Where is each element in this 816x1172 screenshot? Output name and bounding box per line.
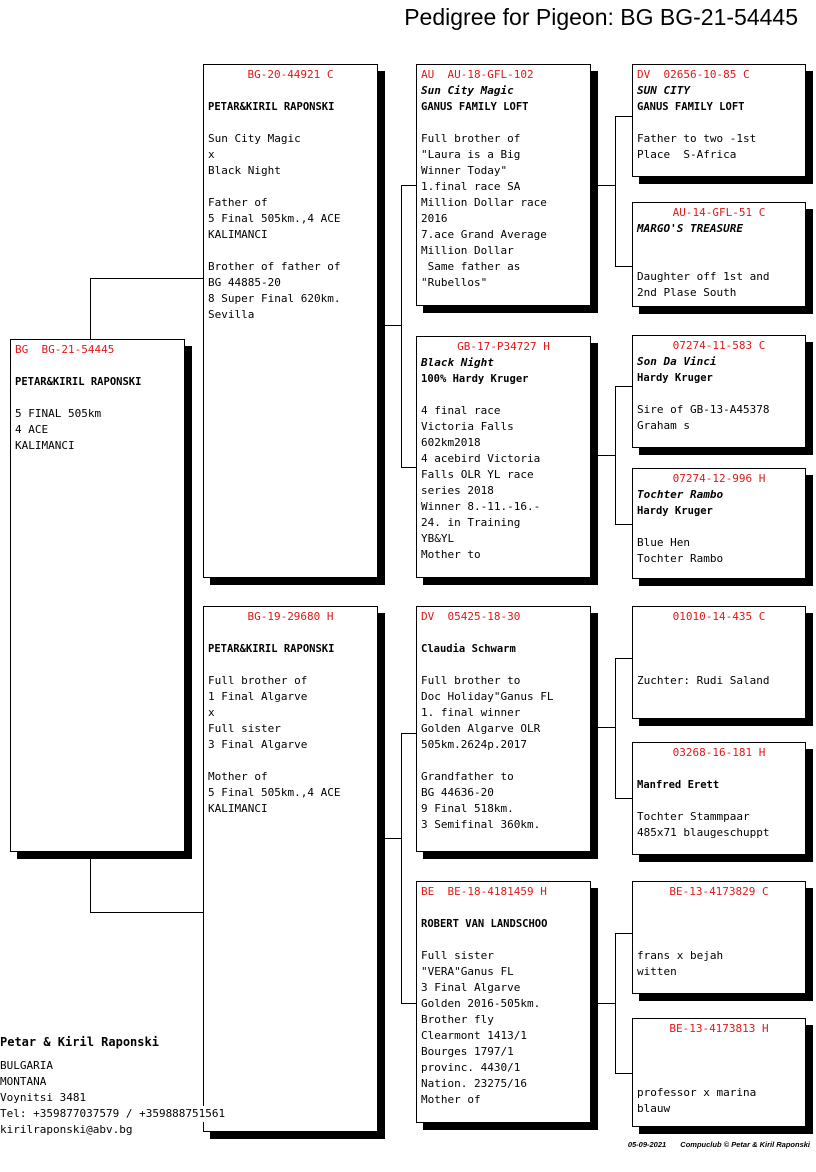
connector-line <box>401 733 402 1003</box>
pigeon-notes: Blue Hen Tochter Rambo <box>637 536 724 565</box>
breeder-name: PETAR&KIRIL RAPONSKI <box>15 376 142 388</box>
breeder-name <box>637 237 801 253</box>
connector-line <box>615 658 616 798</box>
pigeon-card-sire-dam[interactable] <box>416 336 591 578</box>
pigeon-card-sire-dam-dam[interactable] <box>632 468 806 579</box>
pigeon-notes: Tochter Stammpaar 485x71 blaugeschuppt <box>637 810 770 839</box>
pigeon-notes: Full brother of 1 Final Algarve x Full sister 3 Final Algarve Mother of 5 Final 505km.,4 ACE KALIMANCI <box>208 674 341 815</box>
ring-number: AU AU-18-GFL-102 <box>421 68 534 81</box>
connector-line <box>615 386 616 524</box>
pigeon-card-dam[interactable] <box>203 606 378 1132</box>
breeder-name: PETAR&KIRIL RAPONSKI <box>208 101 335 113</box>
connector-line <box>597 727 615 728</box>
breeder-name: Hardy Kruger <box>637 372 713 384</box>
pigeon-card-dam-dam-sire[interactable] <box>632 881 806 994</box>
ring-number: BG-19-29680 H <box>247 610 334 623</box>
pigeon-card-sire[interactable] <box>203 64 378 578</box>
pigeon-notes: Full brother to Doc Holiday"Ganus FL 1. final winner Golden Algarve OLR 505km.2624p.2017 Grandfather to BG 44636-20 9 Final 518km. 3 Semifinal 360km. <box>421 674 554 831</box>
owner-address: Voynitsi 3481 <box>0 1091 87 1104</box>
connector-line <box>615 116 632 117</box>
pigeon-notes: Zuchter: Rudi Saland <box>637 674 770 687</box>
pigeon-card-dam-dam[interactable] <box>416 881 591 1123</box>
connector-line <box>384 325 401 326</box>
connector-line <box>90 278 204 279</box>
breeder-name: GANUS FAMILY LOFT <box>637 101 745 113</box>
connector-line <box>615 798 632 799</box>
owner-info <box>0 1034 225 1138</box>
breeder-name: 100% Hardy Kruger <box>421 373 529 385</box>
connector-line <box>401 185 417 186</box>
page-title: Pedigree for Pigeon: BG BG-21-54445 <box>404 4 798 30</box>
pigeon-card-dam-sire-sire[interactable] <box>632 606 806 719</box>
pigeon-notes: Father to two -1st Place S-Africa <box>637 132 757 161</box>
footer <box>616 1140 810 1149</box>
connector-line <box>615 933 632 934</box>
ring-number: GB-17-P34727 H <box>457 340 550 353</box>
connector-line <box>384 838 401 839</box>
pigeon-notes: 5 FINAL 505km 4 ACE KALIMANCI <box>15 407 102 452</box>
ring-number: 07274-12-996 H <box>672 472 766 485</box>
connector-line <box>401 467 417 468</box>
ring-number: 03268-16-181 H <box>672 746 766 759</box>
pigeon-card-dam-dam-dam[interactable] <box>632 1018 806 1127</box>
ring-number: BE BE-18-4181459 H <box>421 885 547 898</box>
pigeon-card-subject[interactable] <box>10 339 185 852</box>
breeder-name: ROBERT VAN LANDSCHOO <box>421 918 548 930</box>
pigeon-name <box>421 625 586 641</box>
breeder-name <box>637 1053 801 1069</box>
pigeon-name <box>421 900 586 916</box>
connector-line <box>615 933 616 1073</box>
pigeon-name: Sun City Magic <box>421 84 514 97</box>
connector-line <box>597 1003 615 1004</box>
ring-number: 07274-11-583 C <box>672 339 766 352</box>
ring-number: BE-13-4173829 C <box>669 885 769 898</box>
connector-line <box>615 386 632 387</box>
connector-line <box>90 852 91 912</box>
connector-line <box>615 116 616 266</box>
pigeon-notes: Sire of GB-13-A45378 Graham s <box>637 403 770 432</box>
connector-line <box>401 185 402 467</box>
connector-line <box>401 733 417 734</box>
breeder-name: Claudia Schwarm <box>421 643 516 655</box>
ring-number: 01010-14-435 C <box>672 610 766 623</box>
pigeon-card-sire-sire-sire[interactable] <box>632 64 806 177</box>
connector-line <box>597 455 615 456</box>
ring-number: DV 02656-10-85 C <box>637 68 750 81</box>
ring-number: BG-20-44921 C <box>247 68 334 81</box>
owner-region: MONTANA <box>0 1075 47 1088</box>
breeder-name: GANUS FAMILY LOFT <box>421 101 529 113</box>
pigeon-card-sire-sire[interactable] <box>416 64 591 306</box>
pigeon-notes: Full brother of "Laura is a Big Winner Today" 1.final race SA Million Dollar race 2016 7.ace Grand Average Million Dollar Same father as "Rubellos" <box>421 132 547 289</box>
pigeon-name: SUN CITY <box>637 84 690 97</box>
connector-line <box>90 278 91 340</box>
breeder-name <box>637 916 801 932</box>
ring-number: BE-13-4173813 H <box>669 1022 769 1035</box>
pigeon-name: Son Da Vinci <box>637 355 717 368</box>
pigeon-card-dam-sire[interactable] <box>416 606 591 852</box>
connector-line <box>90 912 204 913</box>
pigeon-name <box>637 1037 801 1053</box>
owner-country: BULGARIA <box>0 1059 53 1072</box>
copyright-credit: Compuclub © Petar & Kiril Raponski <box>680 1140 810 1149</box>
pigeon-notes: Full sister "VERA"Ganus FL 3 Final Algarve Golden 2016-505km. Brother fly Clearmont 1413/1 Bourges 1797/1 provinc. 4430/1 Nation. 23275/16 Mother of <box>421 949 541 1106</box>
ring-number: BG BG-21-54445 <box>15 343 115 356</box>
connector-line <box>615 1073 632 1074</box>
pigeon-name: Black Night <box>421 356 494 369</box>
pigeon-card-sire-dam-sire[interactable] <box>632 335 806 448</box>
pigeon-name: Tochter Rambo <box>637 488 724 501</box>
connector-line <box>401 1003 417 1004</box>
pigeon-name: MARGO'S TREASURE <box>637 222 743 235</box>
breeder-name: Hardy Kruger <box>637 505 713 517</box>
pigeon-card-dam-sire-dam[interactable] <box>632 742 806 855</box>
owner-name: Petar & Kiril Raponski <box>0 1035 159 1049</box>
breeder-name: Manfred Erett <box>637 779 720 791</box>
pigeon-card-sire-sire-dam[interactable] <box>632 202 806 307</box>
pigeon-notes: professor x marina blauw <box>637 1086 757 1115</box>
pigeon-notes: Daughter off 1st and 2nd Plase South <box>637 270 770 299</box>
breeder-name: PETAR&KIRIL RAPONSKI <box>208 643 335 655</box>
connector-line <box>615 266 632 267</box>
ring-number: AU-14-GFL-51 C <box>672 206 766 219</box>
pigeon-notes: frans x bejah witten <box>637 949 724 978</box>
connector-line <box>615 524 632 525</box>
ring-number: DV 05425-18-30 <box>421 610 521 623</box>
pigeon-notes: Sun City Magic x Black Night Father of 5 Final 505km.,4 ACE KALIMANCI Brother of father of BG 44885-20 8 Super Final 620km. Sevilla <box>208 132 341 321</box>
owner-phone: Tel: +359877037579 / +359888751561 <box>0 1107 226 1120</box>
pigeon-notes: 4 final race Victoria Falls 602km2018 4 acebird Victoria Falls OLR YL race series 2018 Winner 8.-11.-16.- 24. in Training YB&YL Mother to <box>421 404 541 561</box>
pigeon-name <box>637 625 801 641</box>
print-date: 05-09-2021 <box>627 1140 667 1149</box>
breeder-name <box>637 641 801 657</box>
pigeon-name <box>637 900 801 916</box>
connector-line <box>597 185 615 186</box>
owner-email: kirilraponski@abv.bg <box>0 1123 133 1136</box>
connector-line <box>615 658 632 659</box>
pigeon-name <box>637 761 801 777</box>
